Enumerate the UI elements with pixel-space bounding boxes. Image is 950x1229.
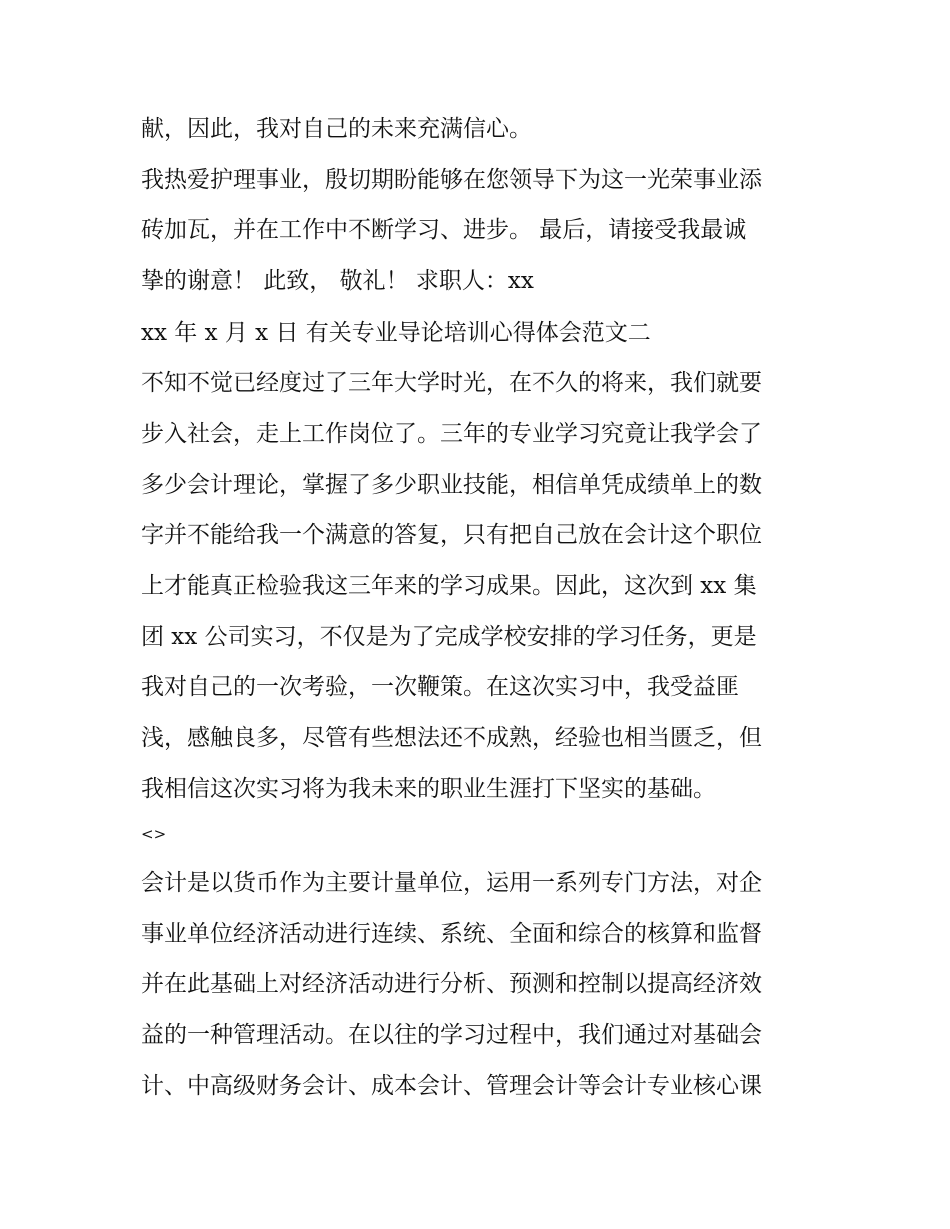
text-line: 字并不能给我一个满意的答复，只有把自己放在会计这个职位	[141, 522, 762, 548]
text-line: 砖加瓦，并在工作中不断学习、进步。 最后，请接受我最诚	[141, 217, 747, 243]
text-line: 计、中高级财务会计、成本会计、管理会计等会计专业核心课	[141, 1073, 762, 1099]
text-line: 献，因此，我对自己的未来充满信心。	[141, 116, 532, 142]
text-line: 浅，感触良多，尽管有些想法还不成熟，经验也相当匮乏，但	[141, 725, 762, 751]
text-line: 我对自己的一次考验，一次鞭策。在这次实习中，我受益匪	[141, 674, 739, 700]
text-line: 步入社会，走上工作岗位了。三年的专业学习究竟让我学会了	[141, 421, 762, 447]
text-line: 事业单位经济活动进行连续、系统、全面和综合的核算和监督	[141, 921, 762, 947]
text-line: 我热爱护理事业，殷切期盼能够在您领导下为这一光荣事业添	[141, 167, 762, 193]
text-line: 我相信这次实习将为我未来的职业生涯打下坚实的基础。	[141, 776, 716, 802]
text-line: 益的一种管理活动。在以往的学习过程中，我们通过对基础会	[141, 1022, 762, 1048]
text-line: 会计是以货币作为主要计量单位，运用一系列专门方法，对企	[141, 870, 762, 896]
text-line: 挚的谢意！ 此致， 敬礼！ 求职人：xx	[141, 268, 534, 294]
text-line: 不知不觉已经度过了三年大学时光，在不久的将来，我们就要	[141, 370, 762, 396]
section-heading: xx 年 x 月 x 日 有关专业导论培训心得体会范文二	[141, 320, 651, 346]
text-line: 多少会计理论，掌握了多少职业技能，相信单凭成绩单上的数	[141, 472, 762, 498]
text-line: 团 xx 公司实习，不仅是为了完成学校安排的学习任务，更是	[141, 624, 757, 650]
text-line: 并在此基础上对经济活动进行分析、预测和控制以提高经济效	[141, 971, 762, 997]
text-line: 上才能真正检验我这三年来的学习成果。因此，这次到 xx 集	[141, 573, 757, 599]
placeholder-marker: <>	[141, 825, 167, 843]
